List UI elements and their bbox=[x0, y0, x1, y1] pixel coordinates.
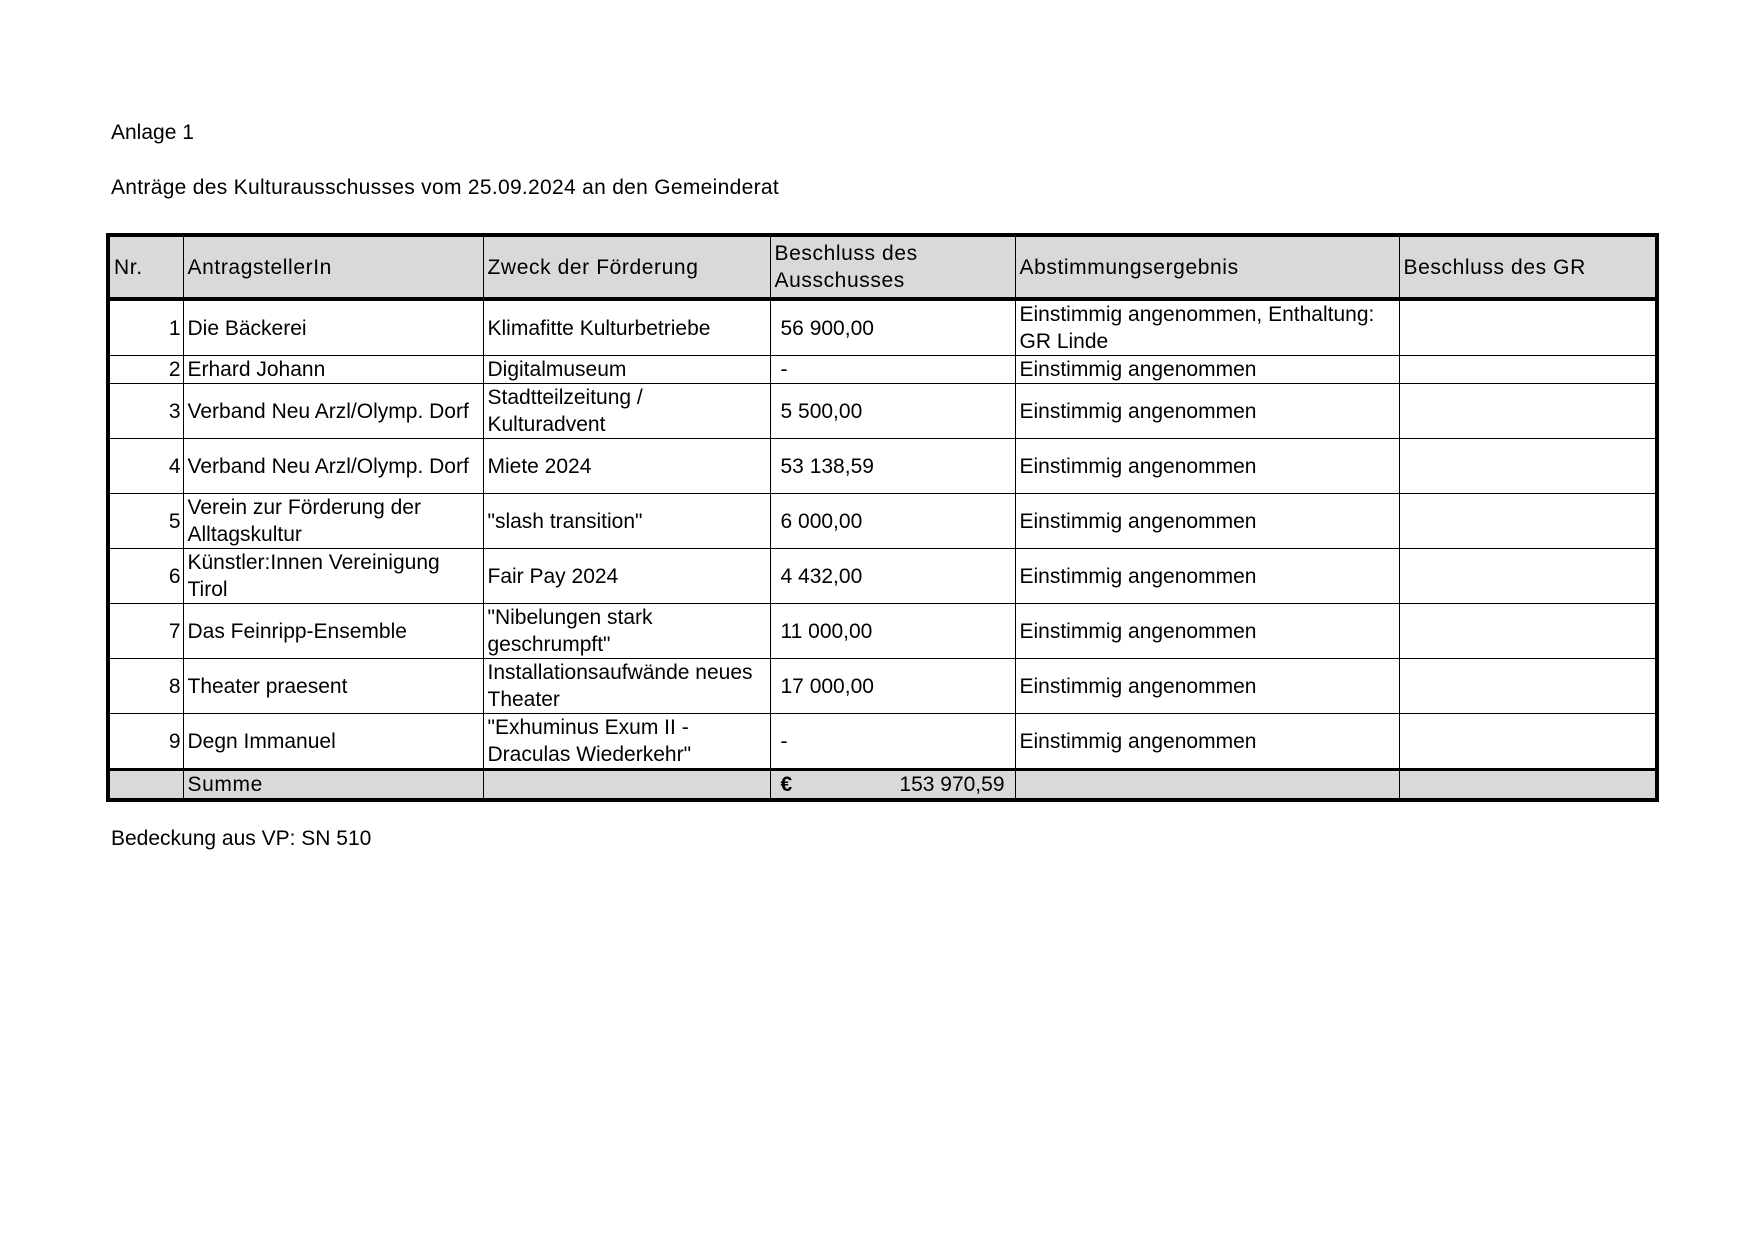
total-label: Summe bbox=[183, 770, 483, 801]
cell-vote: Einstimmig angenommen bbox=[1015, 384, 1399, 439]
annex-label: Anlage 1 bbox=[111, 121, 194, 144]
cell-amount: 6 000,00 bbox=[770, 494, 1015, 549]
currency-symbol: € bbox=[780, 773, 793, 796]
table-row bbox=[108, 714, 1657, 770]
cell-amount: - bbox=[770, 714, 1015, 770]
cell-amount: 4 432,00 bbox=[770, 549, 1015, 604]
cell-purpose: Fair Pay 2024 bbox=[483, 549, 770, 604]
cell-vote: Einstimmig angenommen bbox=[1015, 604, 1399, 659]
cell-purpose: Installationsaufwände neues Theater bbox=[483, 659, 770, 714]
cell-amount: 53 138,59 bbox=[770, 439, 1015, 494]
header-row bbox=[108, 235, 1657, 299]
header-purpose: Zweck der Förderung bbox=[483, 235, 770, 299]
total-amount: 153 970,59 bbox=[899, 773, 1005, 796]
document-subtitle: Anträge des Kulturausschusses vom 25.09.2024 an den Gemeinderat bbox=[111, 176, 779, 199]
cell-council bbox=[1399, 549, 1657, 604]
cell-amount: 56 900,00 bbox=[770, 299, 1015, 356]
cell-council bbox=[1399, 494, 1657, 549]
cell-nr: 1 bbox=[108, 299, 183, 356]
table-row bbox=[108, 439, 1657, 494]
cell-vote: Einstimmig angenommen, Enthaltung: GR Linde bbox=[1015, 299, 1399, 356]
cell-applicant: Verband Neu Arzl/Olymp. Dorf bbox=[183, 384, 483, 439]
cell-council bbox=[1399, 299, 1657, 356]
cell-council bbox=[1399, 714, 1657, 770]
cell-applicant: Degn Immanuel bbox=[183, 714, 483, 770]
cell-applicant: Die Bäckerei bbox=[183, 299, 483, 356]
cell-council bbox=[1399, 604, 1657, 659]
total-amount-wrap bbox=[781, 771, 1005, 798]
cell-applicant: Verband Neu Arzl/Olymp. Dorf bbox=[183, 439, 483, 494]
cell-nr: 7 bbox=[108, 604, 183, 659]
cell-vote: Einstimmig angenommen bbox=[1015, 659, 1399, 714]
cell-applicant: Das Feinripp-Ensemble bbox=[183, 604, 483, 659]
cell-nr: 6 bbox=[108, 549, 183, 604]
cell-purpose: Miete 2024 bbox=[483, 439, 770, 494]
table-row bbox=[108, 356, 1657, 384]
total-empty-council bbox=[1399, 770, 1657, 801]
cell-applicant: Künstler:Innen Vereinigung Tirol bbox=[183, 549, 483, 604]
table-row bbox=[108, 604, 1657, 659]
cell-amount: 5 500,00 bbox=[770, 384, 1015, 439]
cell-nr: 8 bbox=[108, 659, 183, 714]
table-row bbox=[108, 549, 1657, 604]
cell-council bbox=[1399, 439, 1657, 494]
table-row bbox=[108, 494, 1657, 549]
header-applicant: AntragstellerIn bbox=[183, 235, 483, 299]
cell-applicant: Verein zur Förderung der Alltagskultur bbox=[183, 494, 483, 549]
cell-amount: 17 000,00 bbox=[770, 659, 1015, 714]
cell-council bbox=[1399, 659, 1657, 714]
cell-applicant: Theater praesent bbox=[183, 659, 483, 714]
cell-nr: 4 bbox=[108, 439, 183, 494]
cell-council bbox=[1399, 356, 1657, 384]
funding-table bbox=[106, 233, 1659, 802]
cell-nr: 2 bbox=[108, 356, 183, 384]
total-empty-purpose bbox=[483, 770, 770, 801]
cell-purpose: Klimafitte Kulturbetriebe bbox=[483, 299, 770, 356]
cell-purpose: "slash transition" bbox=[483, 494, 770, 549]
cell-vote: Einstimmig angenommen bbox=[1015, 439, 1399, 494]
cell-amount: 11 000,00 bbox=[770, 604, 1015, 659]
cell-nr: 3 bbox=[108, 384, 183, 439]
total-row bbox=[108, 770, 1657, 801]
total-empty-nr bbox=[108, 770, 183, 801]
cell-applicant: Erhard Johann bbox=[183, 356, 483, 384]
cell-vote: Einstimmig angenommen bbox=[1015, 549, 1399, 604]
table-row bbox=[108, 384, 1657, 439]
table-header bbox=[108, 235, 1657, 299]
table-row bbox=[108, 299, 1657, 356]
table-body bbox=[108, 299, 1657, 800]
header-nr: Nr. bbox=[108, 235, 183, 299]
cell-council bbox=[1399, 384, 1657, 439]
table-row bbox=[108, 659, 1657, 714]
cell-vote: Einstimmig angenommen bbox=[1015, 494, 1399, 549]
cell-nr: 9 bbox=[108, 714, 183, 770]
cell-purpose: Digitalmuseum bbox=[483, 356, 770, 384]
total-empty-vote bbox=[1015, 770, 1399, 801]
total-amount-cell bbox=[770, 770, 1015, 801]
cell-vote: Einstimmig angenommen bbox=[1015, 714, 1399, 770]
header-vote-result: Abstimmungsergebnis bbox=[1015, 235, 1399, 299]
cell-nr: 5 bbox=[108, 494, 183, 549]
cell-purpose: Stadtteilzeitung / Kulturadvent bbox=[483, 384, 770, 439]
header-committee-decision: Beschluss des Ausschusses bbox=[770, 235, 1015, 299]
cell-purpose: "Nibelungen stark geschrumpft" bbox=[483, 604, 770, 659]
cell-vote: Einstimmig angenommen bbox=[1015, 356, 1399, 384]
cell-purpose: "Exhuminus Exum II - Draculas Wiederkehr" bbox=[483, 714, 770, 770]
cell-amount: - bbox=[770, 356, 1015, 384]
coverage-note: Bedeckung aus VP: SN 510 bbox=[111, 827, 372, 850]
header-council-decision: Beschluss des GR bbox=[1399, 235, 1657, 299]
